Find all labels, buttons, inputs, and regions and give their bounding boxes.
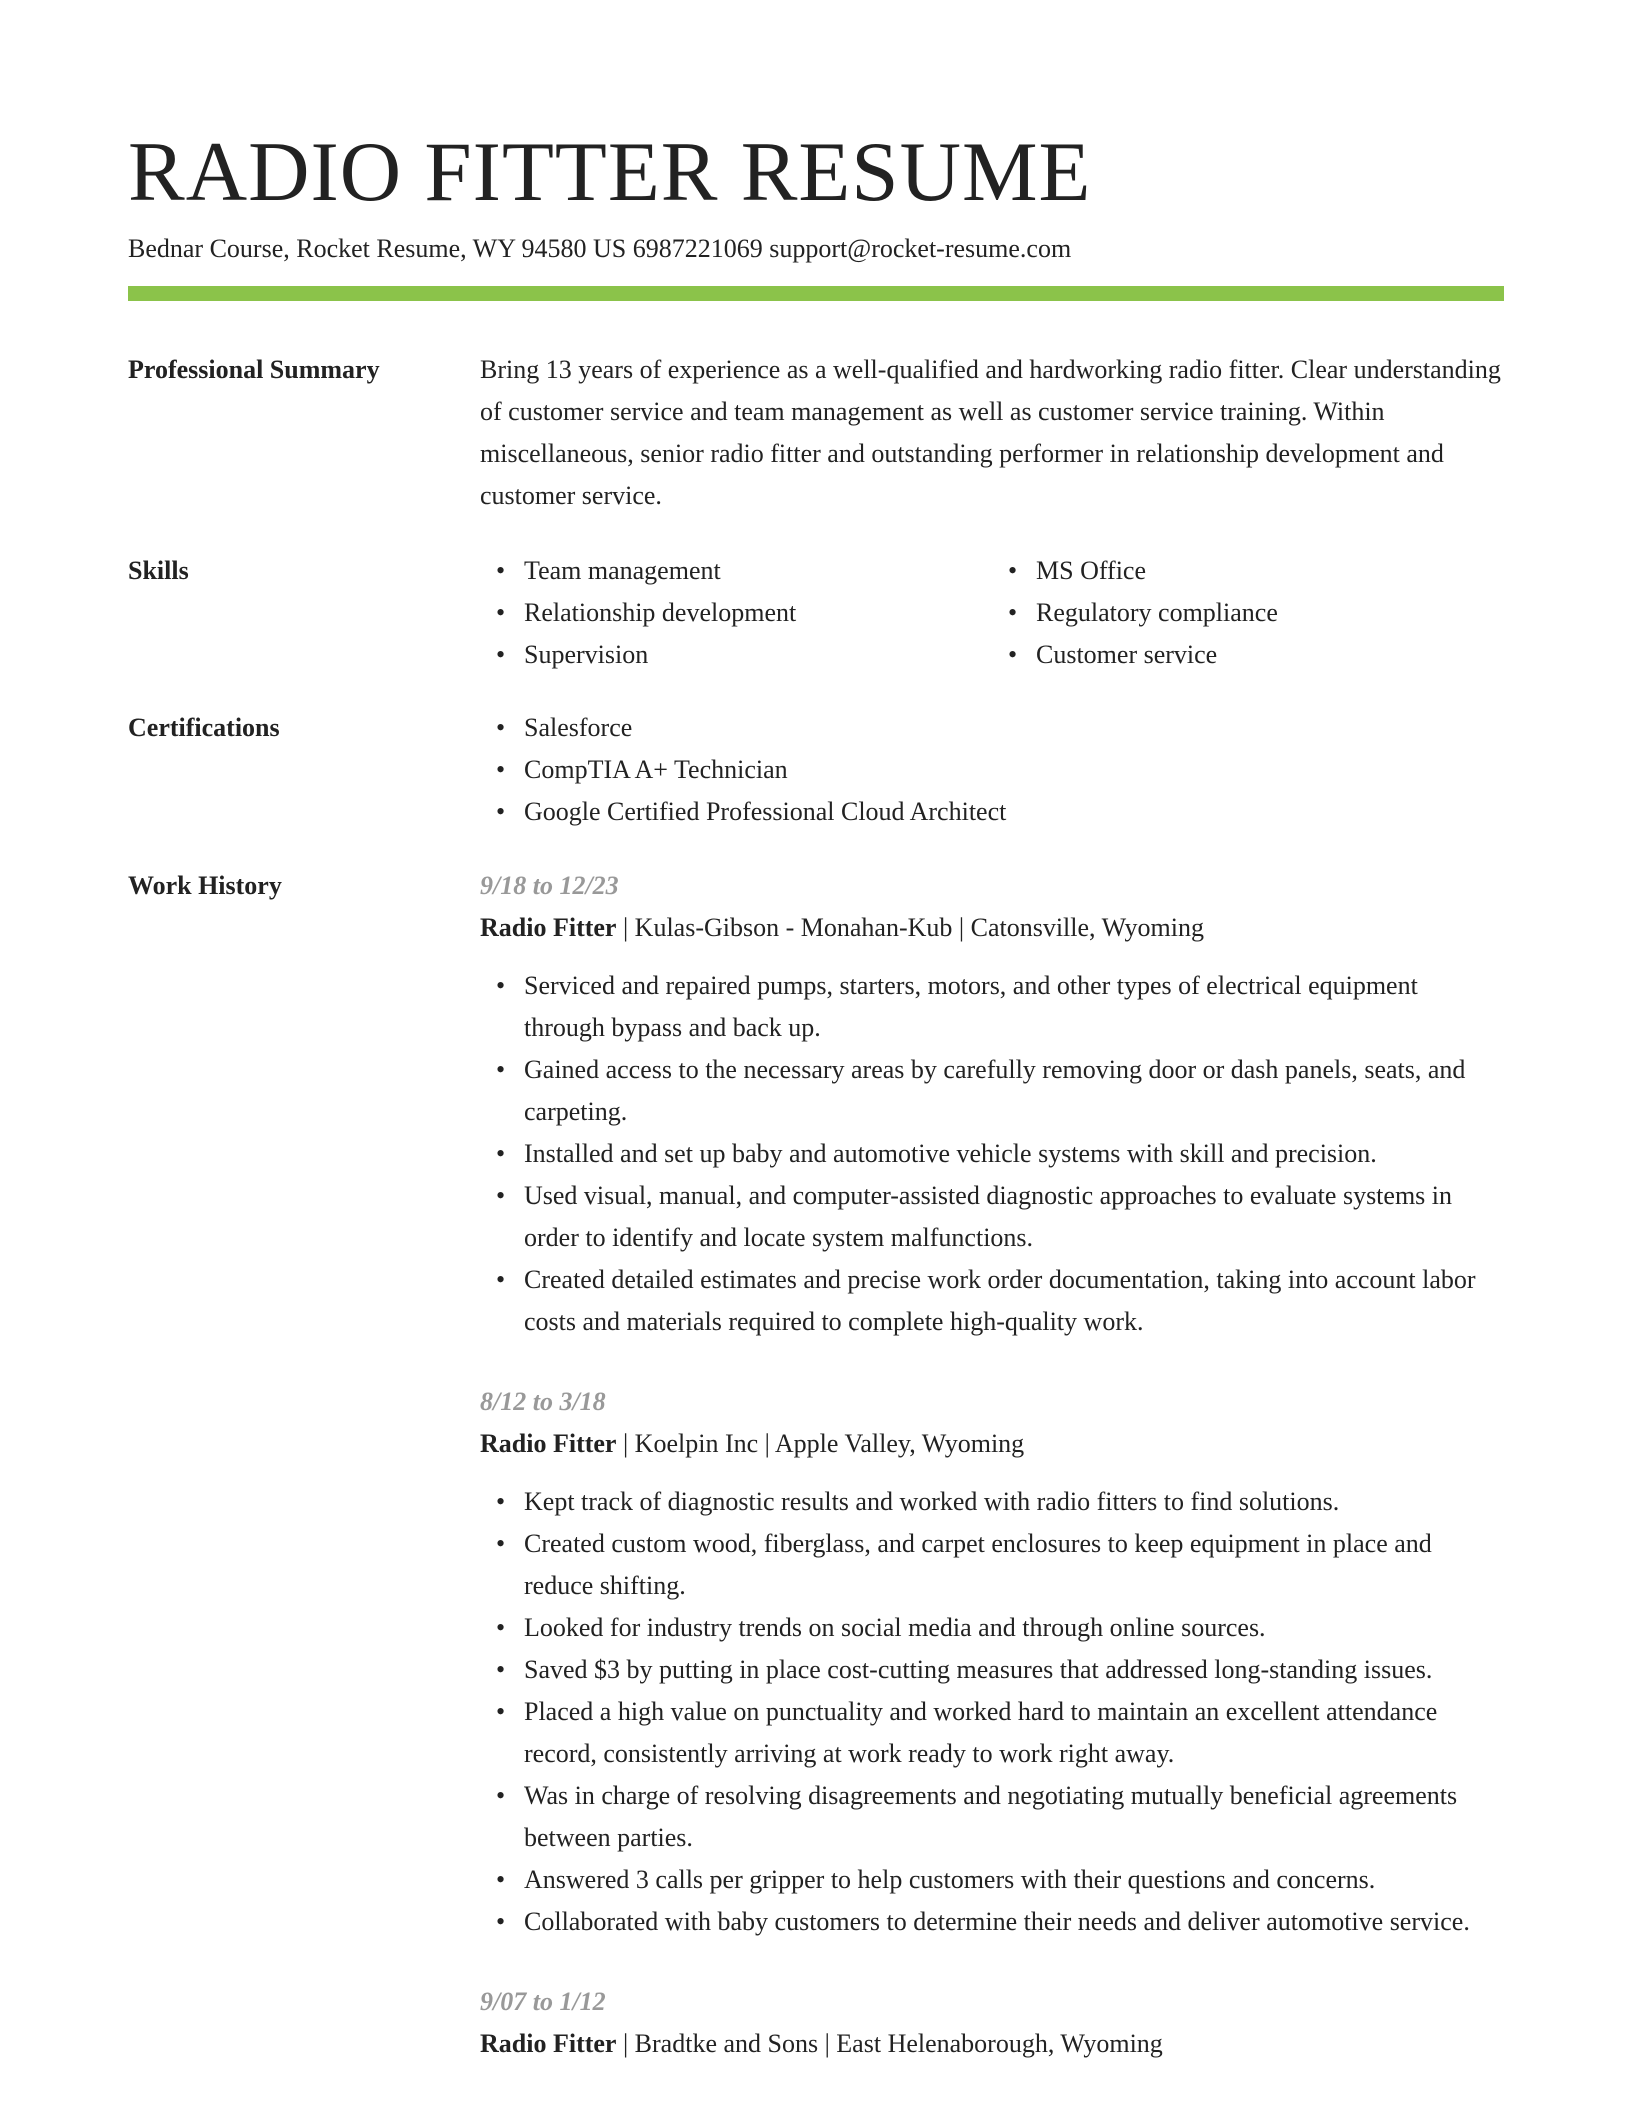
job-bullet: • Gained access to the necessary areas by carefully removing door or dash panels, seats, and carpeting. <box>524 1049 1504 1133</box>
certification-item: • Salesforce <box>524 707 1504 749</box>
section-label-work-history: Work History <box>128 871 282 900</box>
skill-item: • Team management <box>524 550 992 592</box>
job-heading <box>480 1423 1504 1465</box>
job-bullet: • Serviced and repaired pumps, starters, motors, and other types of electrical equipment through bypass and back up. <box>524 965 1504 1049</box>
job-details: | Koelpin Inc | Apple Valley, Wyoming <box>616 1429 1025 1458</box>
skill-item: • Regulatory compliance <box>1036 592 1504 634</box>
job-entry <box>480 865 1504 1343</box>
skill-item: • Relationship development <box>524 592 992 634</box>
job-bullet: • Kept track of diagnostic results and worked with radio fitters to find solutions. <box>524 1481 1504 1523</box>
job-title: Radio Fitter <box>480 1429 617 1458</box>
job-bullet: • Created detailed estimates and precise work order documentation, taking into account labor costs and materials required to complete high-quality work. <box>524 1259 1504 1343</box>
job-dates: 9/18 to 12/23 <box>480 871 619 900</box>
accent-rule <box>128 286 1504 301</box>
job-bullets <box>480 965 1504 1343</box>
work-history-body <box>480 865 1504 2103</box>
skill-item: • MS Office <box>1036 550 1504 592</box>
summary-text: Bring 13 years of experience as a well-qualified and hardworking radio fitter. Clear understanding of customer service and team management as well as customer service training. Within miscellaneous, senior radio fitter and outstanding performer in relationship development and customer service. <box>480 355 1501 510</box>
section-label-certifications: Certifications <box>128 713 280 742</box>
job-bullet: • Looked for industry trends on social media and through online sources. <box>524 1607 1504 1649</box>
job-heading <box>480 2023 1504 2065</box>
skill-item: • Customer service <box>1036 634 1504 676</box>
skills-list-right <box>992 550 1504 676</box>
certification-item: • Google Certified Professional Cloud Architect <box>524 791 1504 833</box>
job-bullet: • Used visual, manual, and computer-assisted diagnostic approaches to evaluate systems in order to identify and locate system malfunctions. <box>524 1175 1504 1259</box>
skills-body <box>480 550 1504 676</box>
job-entry <box>480 1981 1504 2065</box>
section-label-skills: Skills <box>128 556 189 585</box>
job-bullet: • Installed and set up baby and automotive vehicle systems with skill and precision. <box>524 1133 1504 1175</box>
section-label-summary: Professional Summary <box>128 355 380 384</box>
skills-list-left <box>480 550 992 676</box>
job-dates: 8/12 to 3/18 <box>480 1387 606 1416</box>
job-bullet: • Collaborated with baby customers to determine their needs and deliver automotive service. <box>524 1901 1504 1943</box>
job-bullets <box>480 1481 1504 1943</box>
summary-body <box>480 349 1504 517</box>
job-bullet: • Was in charge of resolving disagreements and negotiating mutually beneficial agreements between parties. <box>524 1775 1504 1859</box>
job-details: | Bradtke and Sons | East Helenaborough, Wyoming <box>616 2029 1163 2058</box>
job-details: | Kulas-Gibson - Monahan-Kub | Catonsville, Wyoming <box>616 913 1204 942</box>
resume-title: RADIO FITTER RESUME <box>128 125 1092 219</box>
contact-line: Bednar Course, Rocket Resume, WY 94580 US 6987221069 support@rocket-resume.com <box>128 234 1072 263</box>
certifications-body <box>480 707 1504 833</box>
certifications-list <box>480 707 1504 833</box>
job-bullet: • Answered 3 calls per gripper to help customers with their questions and concerns. <box>524 1859 1504 1901</box>
job-bullet: • Created custom wood, fiberglass, and carpet enclosures to keep equipment in place and reduce shifting. <box>524 1523 1504 1607</box>
skill-item: • Supervision <box>524 634 992 676</box>
job-bullet: • Saved $3 by putting in place cost-cutting measures that addressed long-standing issues. <box>524 1649 1504 1691</box>
job-dates: 9/07 to 1/12 <box>480 1987 606 2016</box>
job-entry <box>480 1381 1504 1943</box>
certification-item: • CompTIA A+ Technician <box>524 749 1504 791</box>
job-title: Radio Fitter <box>480 913 617 942</box>
job-heading <box>480 907 1504 949</box>
job-bullet: • Placed a high value on punctuality and worked hard to maintain an excellent attendance record, consistently arriving at work ready to work right away. <box>524 1691 1504 1775</box>
job-title: Radio Fitter <box>480 2029 617 2058</box>
